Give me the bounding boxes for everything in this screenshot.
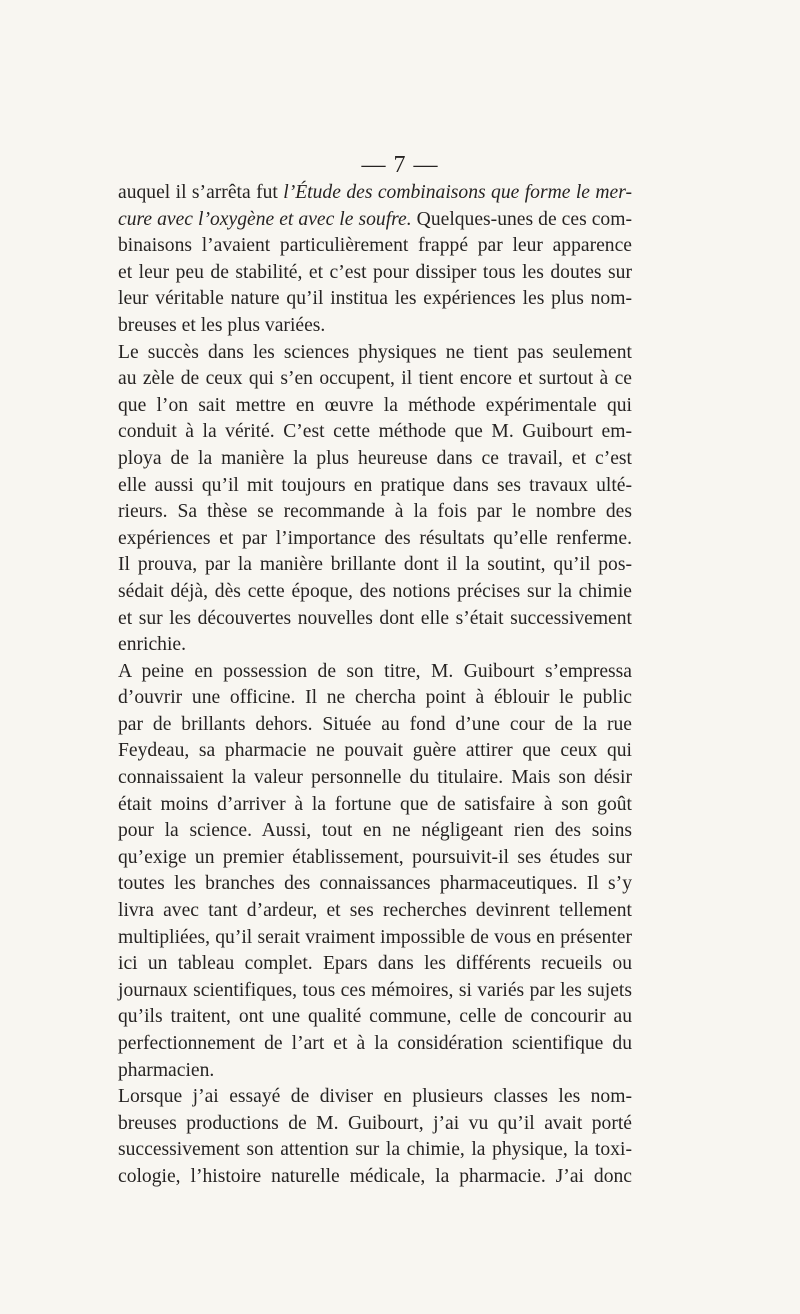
text-line	[118, 1164, 632, 1191]
text-line	[118, 792, 632, 819]
line-text: Lorsque j’ai essayé de diviser en plusieurs classes les nom-	[118, 1086, 632, 1108]
line-text: pour la science. Aussi, tout en ne négligeant rien des soins	[118, 820, 632, 842]
text-line	[118, 925, 632, 952]
text-line	[118, 1137, 632, 1164]
text-line	[118, 685, 632, 712]
line-text: que l’on sait mettre en œuvre la méthode expérimentale qui	[118, 394, 632, 416]
line-text: ploya de la manière la plus heureuse dans ce travail, et c’est	[118, 447, 632, 469]
line-text: était moins d’arriver à la fortune que de satisfaire à son goût	[118, 793, 632, 815]
text-line	[118, 207, 632, 234]
line-text: connaissaient la valeur personnelle du titulaire. Mais son désir	[118, 767, 632, 789]
body-text	[118, 180, 632, 1191]
line-text: expériences et par l’importance des résultats qu’elle renferme.	[118, 527, 632, 549]
text-line	[118, 845, 632, 872]
text-line	[118, 659, 632, 686]
line-text: au zèle de ceux qui s’en occupent, il tient encore et surtout à ce	[118, 368, 632, 390]
line-text: multipliées, qu’il serait vraiment impossible de vous en présenter	[118, 926, 632, 948]
text-line	[118, 286, 632, 313]
text-line	[118, 499, 632, 526]
line-text: pharmacien.	[118, 1059, 215, 1081]
text-line	[118, 260, 632, 287]
text-line	[118, 978, 632, 1005]
text-line	[118, 1058, 632, 1085]
line-text: perfectionnement de l’art et à la considération scientifique du	[118, 1033, 632, 1054]
text-line	[118, 1111, 632, 1138]
text-line	[118, 446, 632, 473]
text-line	[118, 606, 632, 633]
line-text: par de brillants dehors. Située au fond d’une cour de la rue	[118, 713, 632, 735]
line-text: et leur peu de stabilité, et c’est pour dissiper tous les doutes sur	[118, 261, 632, 283]
page-number-header: — 7 —	[361, 152, 439, 178]
line-text: et sur les découvertes nouvelles dont elle s’était successivement	[118, 607, 632, 629]
line-text: Il prouva, par la manière brillante dont il la soutint, qu’il pos-	[118, 554, 632, 576]
line-text: A peine en possession de son titre, M. Guibourt s’empressa	[118, 660, 632, 682]
text-line	[118, 419, 632, 446]
line-text: livra avec tant d’ardeur, et ses recherches devinrent tellement	[118, 900, 632, 922]
text-line	[118, 313, 632, 340]
line-text: elle aussi qu’il mit toujours en pratique dans ses travaux ulté-	[118, 474, 632, 496]
line-text: ici un tableau complet. Epars dans les différents recueils ou	[118, 953, 632, 975]
line-text: binaisons l’avaient particulièrement frappé par leur apparence	[118, 235, 632, 257]
text-line	[118, 233, 632, 260]
text-line	[118, 632, 632, 659]
text-line	[118, 871, 632, 898]
text-line	[118, 738, 632, 765]
line-text: auquel il s’arrêta fut	[118, 182, 284, 203]
line-text: d’ouvrir une officine. Il ne chercha point à éblouir le public	[118, 687, 632, 709]
text-line	[118, 340, 632, 367]
line-text: breuses productions de M. Guibourt, j’ai vu qu’il avait porté	[118, 1112, 632, 1134]
text-line	[118, 366, 632, 393]
line-text: Quelques-unes de ces com-	[411, 208, 632, 230]
line-text: qu’exige un premier établissement, poursuivit-il ses études sur	[118, 846, 632, 868]
text-line	[118, 818, 632, 845]
line-text: qu’ils traitent, ont une qualité commune, celle de concourir au	[118, 1006, 632, 1028]
line-text: enrichie.	[118, 634, 186, 656]
text-line	[118, 765, 632, 792]
text-line	[118, 180, 632, 207]
text-line	[118, 552, 632, 579]
text-line	[118, 473, 632, 500]
text-line	[118, 951, 632, 978]
line-text: journaux scientifiques, tous ces mémoires, si variés par les sujets	[118, 979, 632, 1001]
line-text: Feydeau, sa pharmacie ne pouvait guère attirer que ceux qui	[118, 740, 632, 762]
line-text: breuses et les plus variées.	[118, 314, 326, 336]
text-line	[118, 526, 632, 553]
line-text: toutes les branches des connaissances pharmaceutiques. Il s’y	[118, 873, 632, 895]
line-text: rieurs. Sa thèse se recommande à la fois par le nombre des	[118, 501, 632, 523]
line-text: leur véritable nature qu’il institua les expériences les plus nom-	[118, 288, 632, 310]
text-line	[118, 1004, 632, 1031]
line-text: successivement son attention sur la chimie, la physique, la toxi-	[118, 1139, 632, 1161]
text-line	[118, 579, 632, 606]
text-line	[118, 712, 632, 739]
line-text: cologie, l’histoire naturelle médicale, la pharmacie. J’ai donc	[118, 1165, 632, 1187]
line-text: conduit à la vérité. C’est cette méthode que M. Guibourt em-	[118, 421, 632, 443]
line-italic-text: cure avec l’oxygène et avec le soufre.	[118, 208, 412, 230]
text-line	[118, 1084, 632, 1111]
line-text: Le succès dans les sciences physiques ne tient pas seulement	[118, 341, 632, 363]
text-line	[118, 1031, 632, 1058]
line-italic-text: l’Étude des combinaisons que forme le mer-	[283, 182, 632, 203]
text-line	[118, 393, 632, 420]
text-line	[118, 898, 632, 925]
line-text: sédait déjà, dès cette époque, des notions précises sur la chimie	[118, 580, 632, 602]
